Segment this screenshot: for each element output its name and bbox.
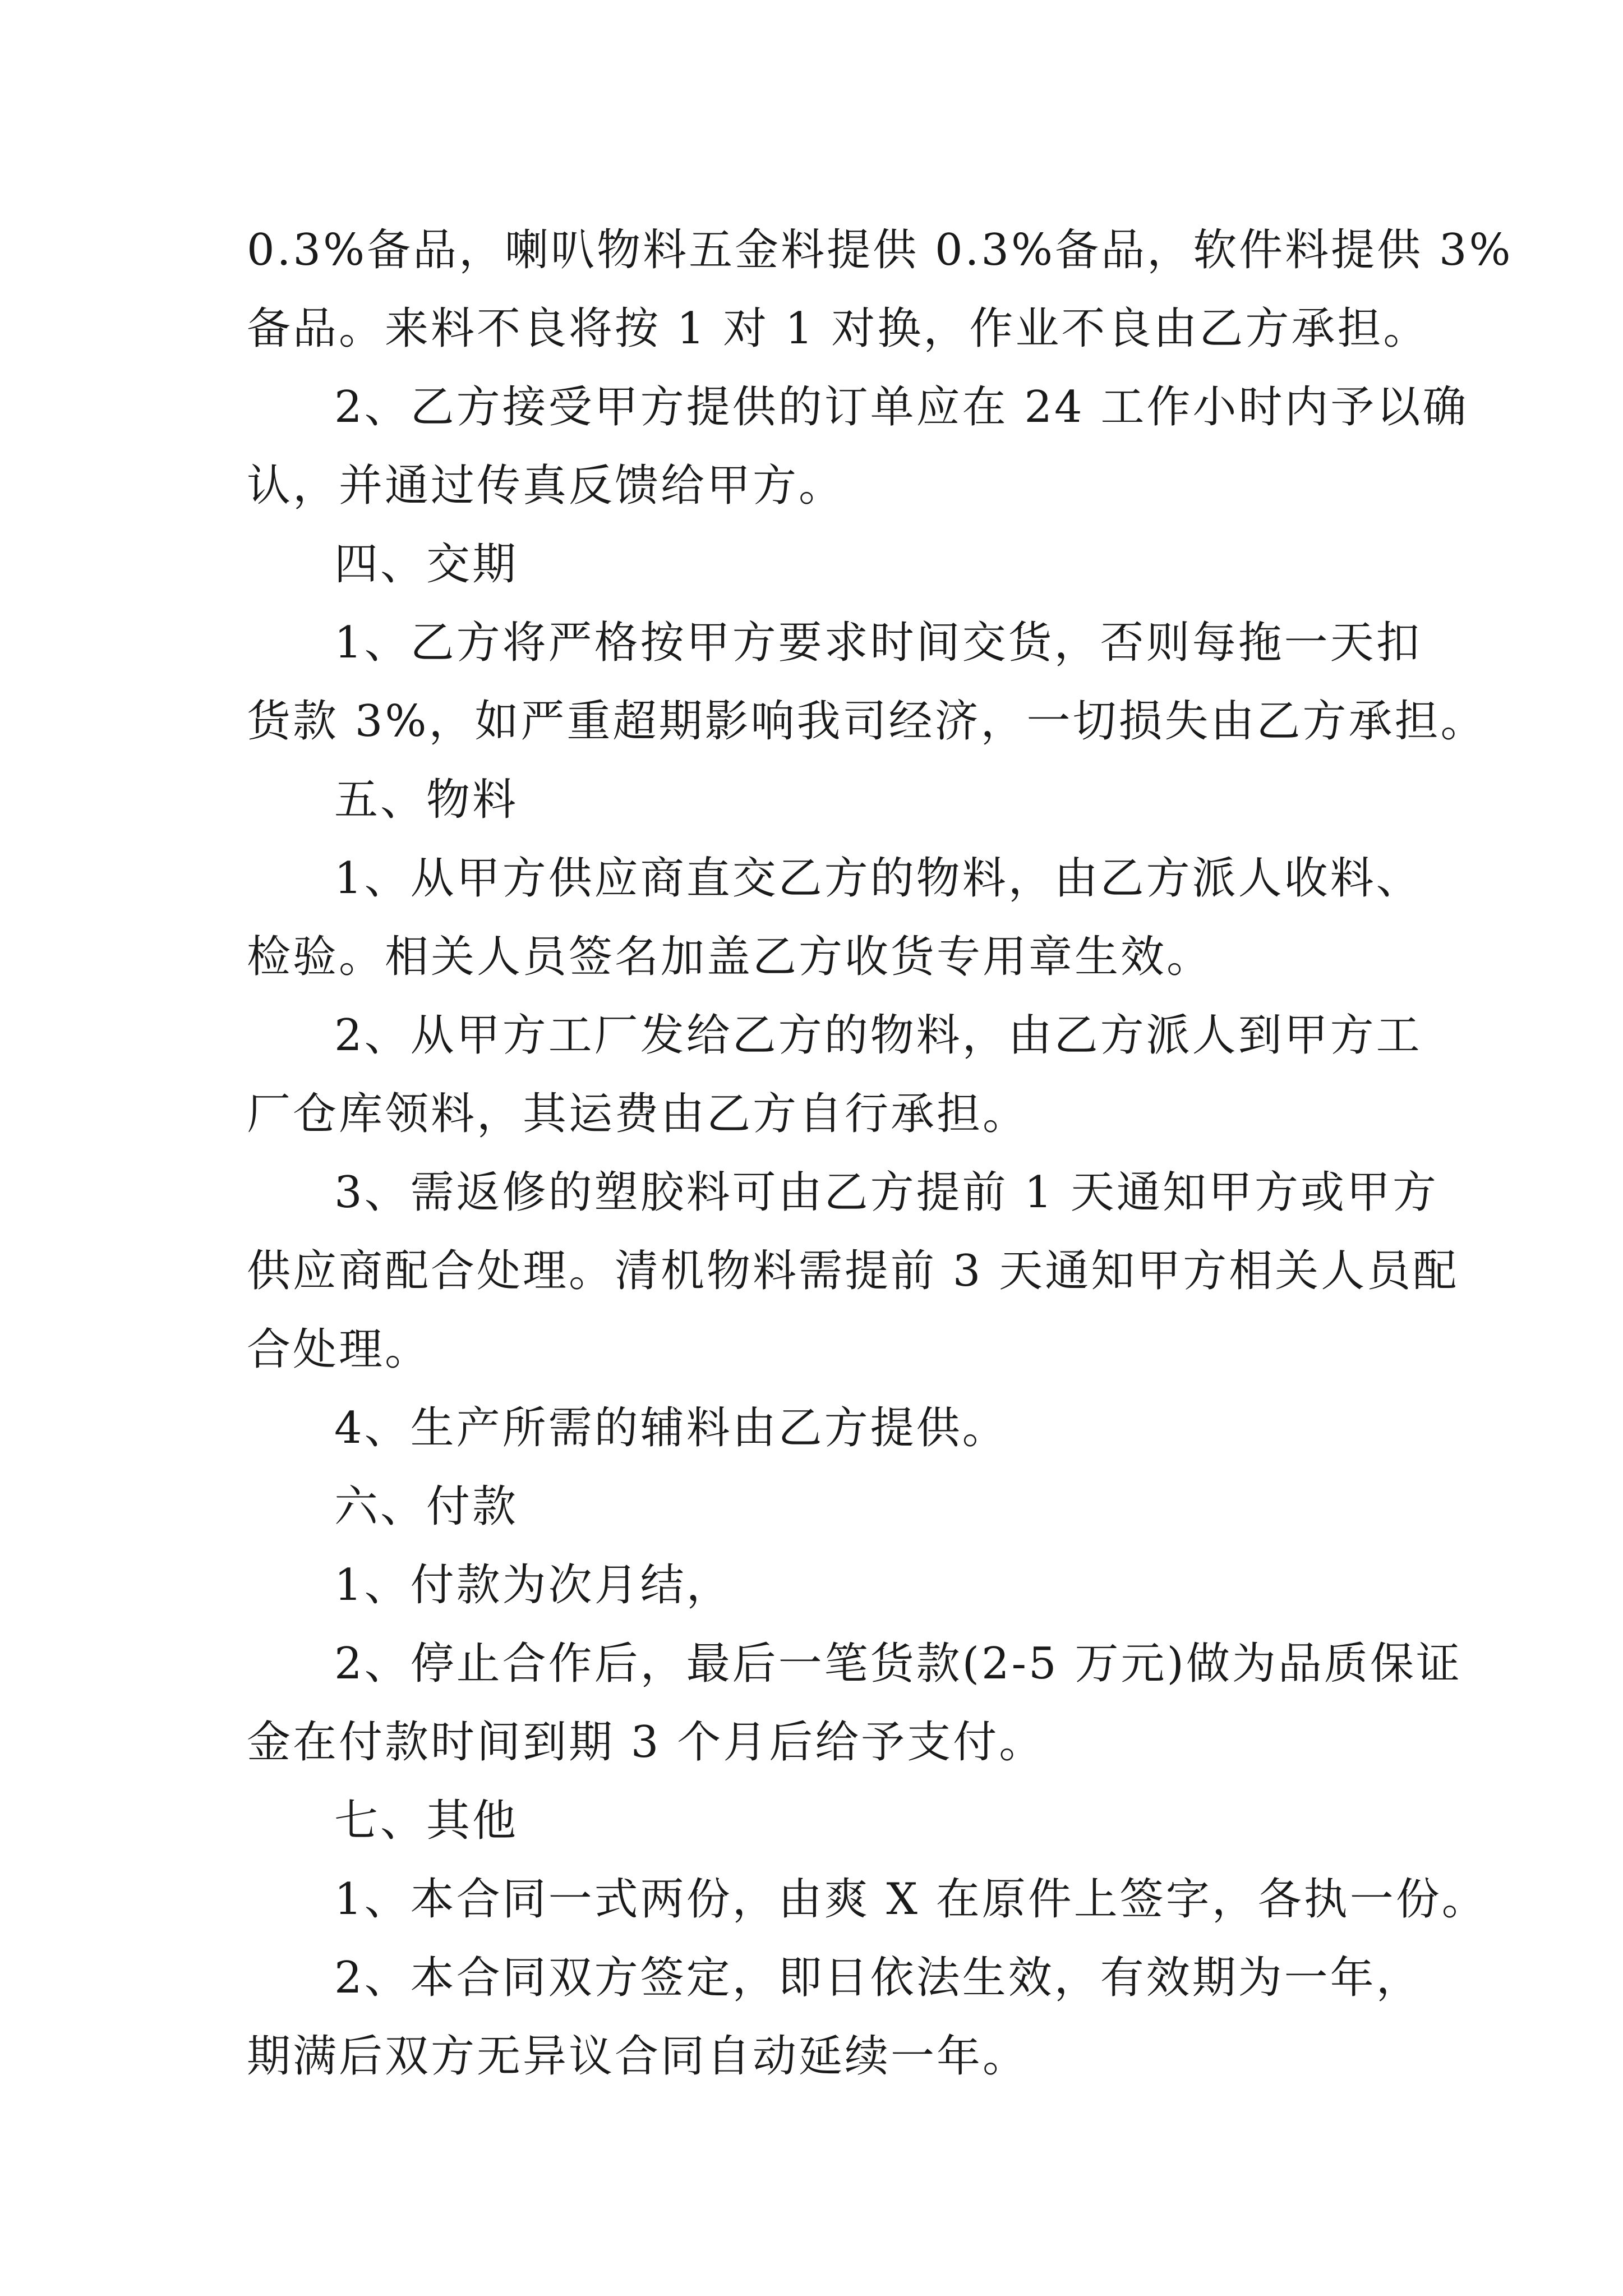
text-line: 检验。相关人员签名加盖乙方收货专用章生效。 <box>247 932 1213 982</box>
text-line: 1、乙方将严格按甲方要求时间交货，否则每拖一天扣 <box>334 618 1422 668</box>
text-line: 2、本合同双方签定，即日依法生效，有效期为一年， <box>334 1953 1422 2003</box>
text-line: 合处理。 <box>247 1324 431 1375</box>
text-line: 4、生产所需的辅料由乙方提供。 <box>334 1403 1008 1453</box>
text-line: 供应商配合处理。清机物料需提前 3 天通知甲方相关人员配 <box>247 1246 1459 1296</box>
text-line: 货款 3%，如严重超期影响我司经济，一切损失由乙方承担。 <box>247 696 1487 747</box>
section-heading: 四、交期 <box>334 539 519 590</box>
text-line: 厂仓库领料，其运费由乙方自行承担。 <box>247 1089 1029 1139</box>
text-line: 认，并通过传真反馈给甲方。 <box>247 461 845 511</box>
section-heading: 七、其他 <box>334 1796 519 1846</box>
text-line: 0.3%备品，喇叭物料五金料提供 0.3%备品，软件料提供 3% <box>247 225 1513 275</box>
text-line: 1、从甲方供应商直交乙方的物料，由乙方派人收料、 <box>334 853 1422 904</box>
text-line: 1、本合同一式两份，由爽 X 在原件上签字，各执一份。 <box>334 1874 1488 1925</box>
text-line: 2、停止合作后，最后一笔货款(2-5 万元)做为品质保证 <box>334 1639 1462 1689</box>
text-line: 期满后双方无异议合同自动延续一年。 <box>247 2031 1029 2082</box>
document-body <box>247 211 1513 2096</box>
text-line: 3、需返修的塑胶料可由乙方提前 1 天通知甲方或甲方 <box>334 1167 1438 1218</box>
section-heading: 六、付款 <box>334 1481 519 1532</box>
text-line: 金在付款时间到期 3 个月后给予支付。 <box>247 1717 1045 1768</box>
text-line: 备品。来料不良将按 1 对 1 对换，作业不良由乙方承担。 <box>247 303 1430 354</box>
text-line: 2、乙方接受甲方提供的订单应在 24 工作小时内予以确 <box>334 382 1469 432</box>
section-heading: 五、物料 <box>334 775 519 825</box>
text-line: 2、从甲方工厂发给乙方的物料，由乙方派人到甲方工 <box>334 1010 1422 1061</box>
text-line: 1、付款为次月结， <box>334 1560 732 1611</box>
